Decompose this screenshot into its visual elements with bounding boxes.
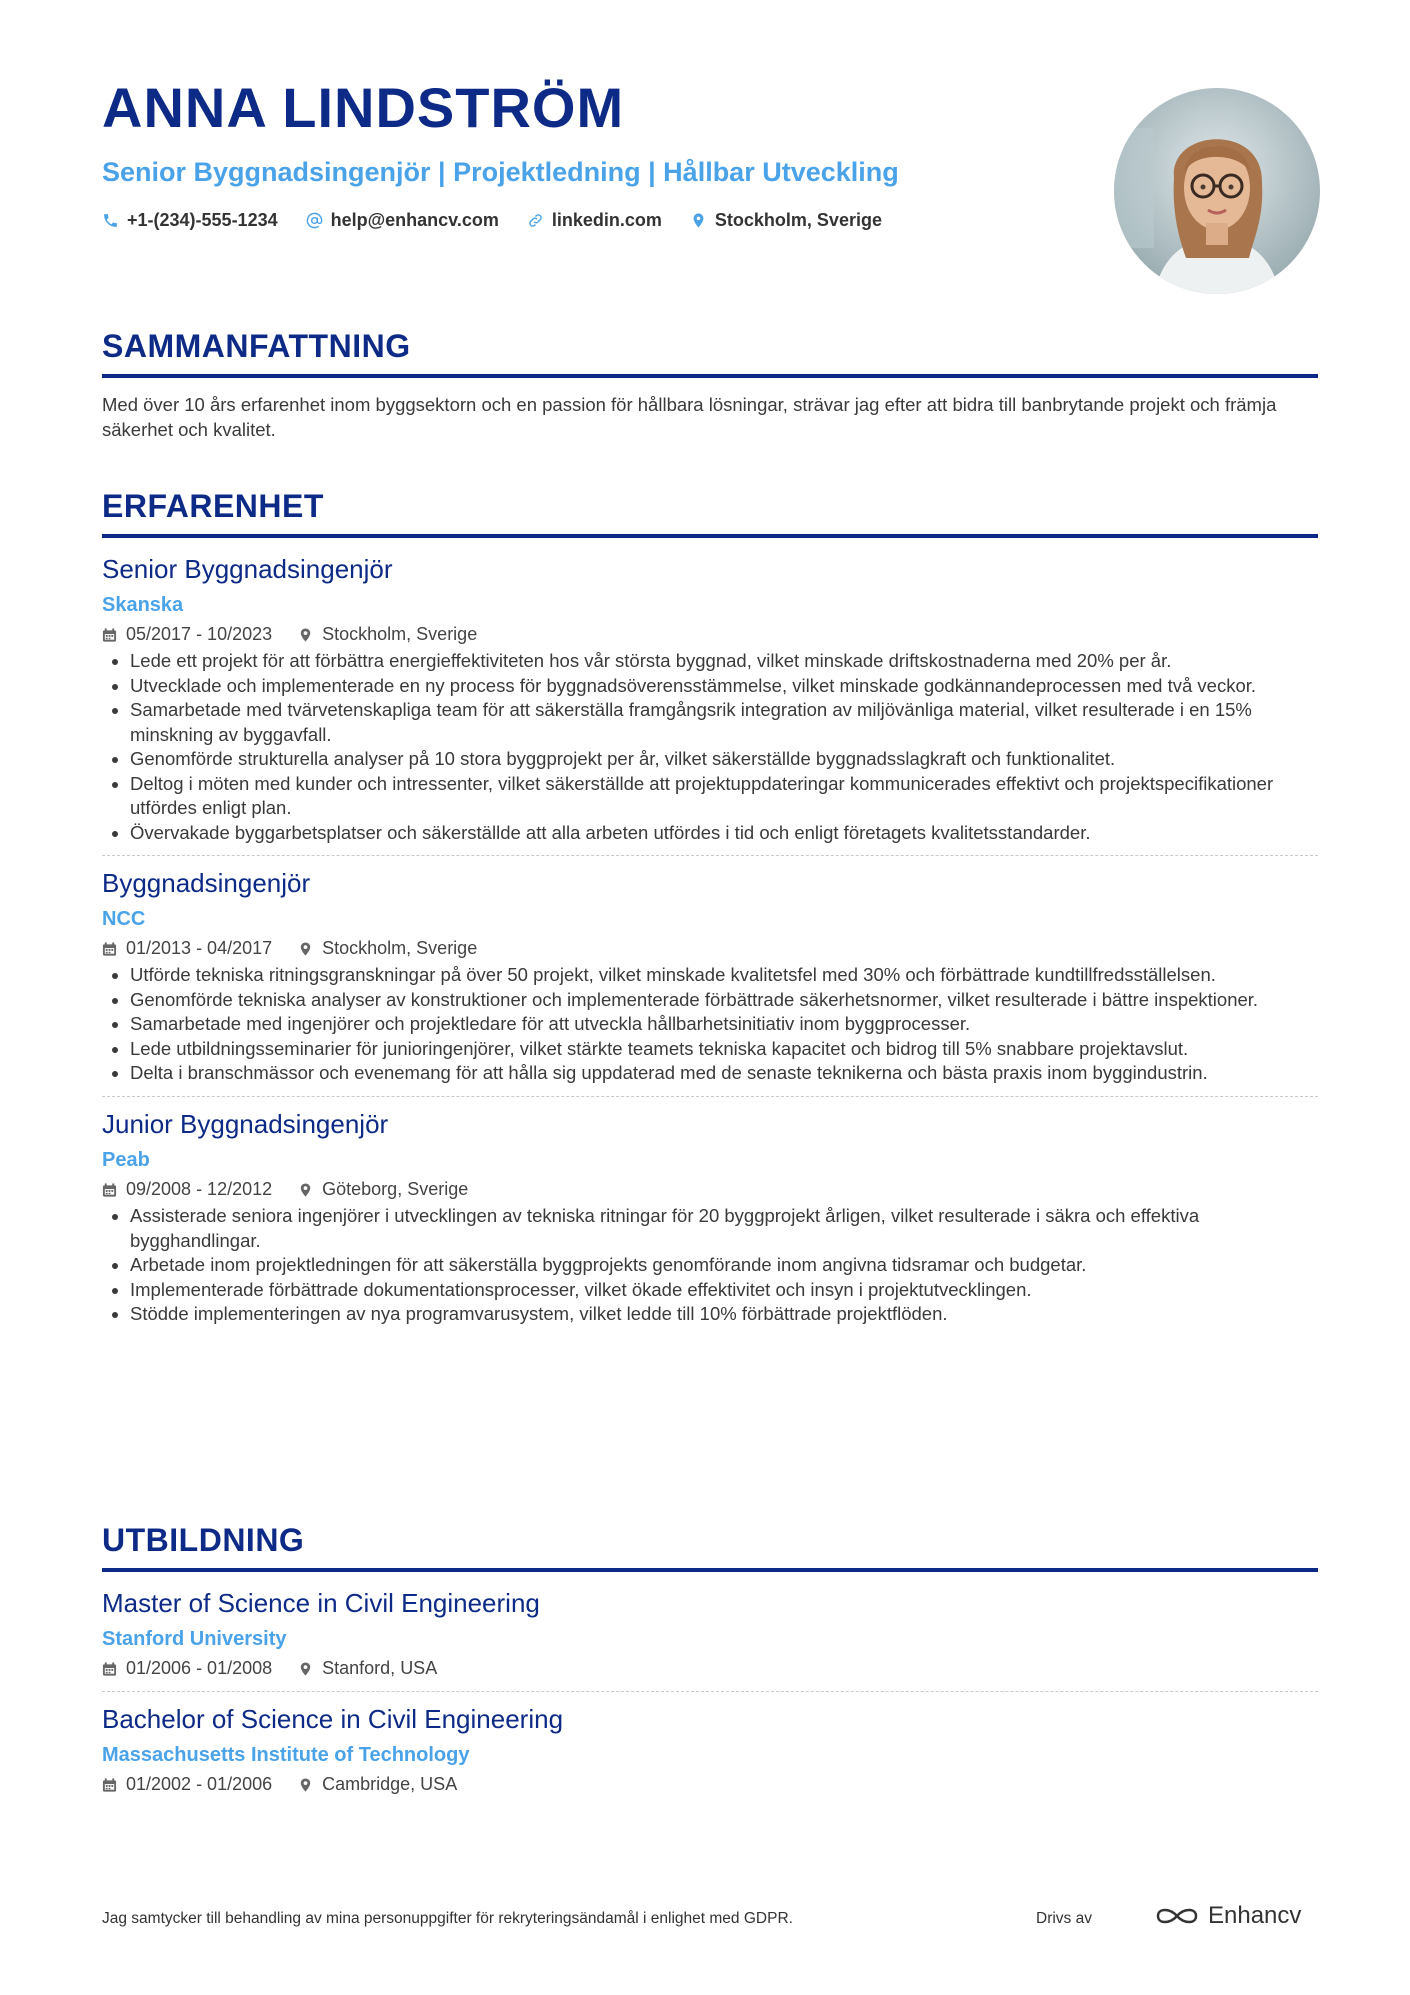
location-text: Cambridge, USA — [322, 1774, 458, 1795]
bullet: • Utvecklade och implementerade en ny process för byggnadsöverensstämmelse, vilket minskade godkännandeprocessen med två veckor. — [130, 674, 1318, 699]
calendar-icon — [102, 1777, 117, 1793]
avatar — [1114, 88, 1320, 294]
bullet: • Stödde implementeringen av nya programvarusystem, vilket ledde till 10% förbättrade projektflöden. — [130, 1302, 1318, 1327]
location-pin-icon — [298, 1661, 313, 1677]
section-rule — [102, 1568, 1318, 1572]
company-name: NCC — [102, 908, 146, 931]
linkedin-text: linkedin.com — [551, 210, 662, 231]
job-location — [298, 1179, 468, 1200]
calendar-icon — [102, 1661, 117, 1677]
location-pin-icon — [690, 212, 707, 229]
dates-text: 09/2008 - 12/2012 — [126, 1179, 273, 1200]
bullet: • Arbetade inom projektledningen för att säkerställa byggprojekts genomförande inom angivna tidsramar och budgetar. — [130, 1253, 1318, 1278]
job-bullets — [102, 649, 1318, 845]
bullet: • Assisterade seniora ingenjörer i utvecklingen av tekniska ritningar för 20 byggprojekt årligen, vilket resulterade i säkra och effektiva bygghandlingar. — [130, 1204, 1318, 1253]
company-name: Peab — [102, 1149, 150, 1172]
location-text: Stockholm, Sverige — [714, 210, 882, 231]
entry-divider — [102, 855, 1318, 856]
bullet: • Genomförde tekniska analyser av konstruktioner och implementerade förbättrade säkerhetsnormer, vilket resulterade i bättre inspektioner. — [130, 988, 1318, 1013]
calendar-icon — [102, 1182, 117, 1198]
location-text: Stockholm, Sverige — [322, 938, 478, 959]
location-pin-icon — [298, 941, 313, 957]
education-location — [298, 1658, 437, 1679]
education-location — [298, 1774, 457, 1795]
dates-text: 01/2006 - 01/2008 — [126, 1658, 273, 1679]
job-title: Junior Byggnadsingenjör — [102, 1108, 389, 1139]
summary-section — [102, 330, 1318, 442]
bullet: • Genomförde strukturella analyser på 10 stora byggprojekt per år, vilket säkerställde byggnadsslagkraft och funktionalitet. — [130, 747, 1318, 772]
bullet: • Samarbetade med tvärvetenskapliga team för att säkerställa framgångsrik integration av miljövänliga material, vilket resulterade i en 15% minskning av byggavfall. — [130, 698, 1318, 747]
bullet: • Utförde tekniska ritningsgranskningar på över 50 projekt, vilket minskade kvalitetsfel med 30% och förbättrade kundtillfredsställelsen. — [130, 963, 1318, 988]
job-bullets — [102, 963, 1318, 1086]
experience-section — [102, 490, 1318, 1327]
at-icon — [306, 212, 323, 229]
job-meta — [102, 624, 1318, 645]
phone-text: +1-(234)-555-1234 — [127, 210, 278, 231]
header — [102, 76, 1102, 231]
job-dates — [102, 938, 272, 959]
enhancv-logo[interactable] — [1154, 1902, 1301, 1930]
brand-name: Enhancv — [1208, 1902, 1302, 1929]
contact-email[interactable] — [306, 210, 499, 231]
company-name: Skanska — [102, 594, 184, 617]
job-entry — [102, 868, 1318, 1097]
school-name: Stanford University — [102, 1628, 287, 1651]
job-meta — [102, 938, 1318, 959]
bullet: • Samarbetade med ingenjörer och projektledare för att utveckla hållbarhetsinitiativ inom byggprocesser. — [130, 1012, 1318, 1037]
education-section — [102, 1524, 1318, 1795]
job-title: Senior Byggnadsingenjör — [102, 554, 393, 584]
education-meta — [102, 1774, 1318, 1795]
bullet: • Övervakade byggarbetsplatser och säkerställde att alla arbeten utfördes i tid och enligt företagets kvalitetsstandarder. — [130, 821, 1318, 846]
calendar-icon — [102, 627, 117, 643]
education-entry — [102, 1704, 1318, 1795]
degree-title: Bachelor of Science in Civil Engineering — [102, 1704, 564, 1735]
summary-text: Med över 10 års erfarenhet inom byggsektorn och en passion för hållbara lösningar, strävar jag efter att bidra till banbrytande projekt och främja säkerhet och kvalitet. — [102, 394, 1277, 440]
job-entry — [102, 554, 1318, 856]
school-name: Massachusetts Institute of Technology — [102, 1744, 470, 1767]
section-rule — [102, 374, 1318, 378]
dates-text: 01/2013 - 04/2017 — [126, 938, 273, 959]
education-dates — [102, 1658, 272, 1679]
enhancv-logo-icon — [1154, 1904, 1200, 1928]
job-location — [298, 624, 477, 645]
education-entry — [102, 1588, 1318, 1692]
section-title-summary: SAMMANFATTNING — [102, 328, 411, 364]
email-text: help@enhancv.com — [330, 210, 499, 231]
calendar-icon — [102, 941, 117, 957]
contact-phone[interactable] — [102, 210, 278, 231]
profile-photo — [1114, 88, 1320, 294]
contact-linkedin[interactable] — [527, 210, 662, 231]
location-text: Göteborg, Sverige — [322, 1179, 469, 1200]
degree-title: Master of Science in Civil Engineering — [102, 1588, 540, 1618]
link-icon — [527, 212, 544, 229]
entry-divider — [102, 1691, 1318, 1692]
location-text: Stockholm, Sverige — [322, 624, 478, 645]
candidate-name: ANNA LINDSTRÖM — [102, 76, 625, 139]
section-title-experience: ERFARENHET — [102, 488, 324, 524]
job-bullets — [102, 1204, 1318, 1327]
job-meta — [102, 1179, 1318, 1200]
location-pin-icon — [298, 627, 313, 643]
location-text: Stanford, USA — [322, 1658, 438, 1679]
bullet: • Deltog i möten med kunder och intressenter, vilket säkerställde att projektuppdateringar kommunicerades effektivt och projektspecifikationer utfördes enligt plan. — [130, 772, 1318, 821]
powered-by-label: Drivs av — [1036, 1910, 1092, 1927]
bullet: • Lede ett projekt för att förbättra energieffektiviteten hos vår största byggnad, vilket minskade driftskostnaderna med 20% per år. — [130, 649, 1318, 674]
dates-text: 01/2002 - 01/2006 — [126, 1774, 273, 1795]
job-entry — [102, 1109, 1318, 1327]
bullet: • Lede utbildningsseminarier för junioringenjörer, vilket stärkte teamets tekniska kapacitet och bidrog till 5% snabbare projektavslut. — [130, 1037, 1318, 1062]
education-meta — [102, 1658, 1318, 1679]
phone-icon — [102, 212, 119, 229]
job-dates — [102, 624, 272, 645]
bullet: • Implementerade förbättrade dokumentationsprocesser, vilket ökade effektivitet och insyn i projektutvecklingen. — [130, 1278, 1318, 1303]
job-dates — [102, 1179, 272, 1200]
dates-text: 05/2017 - 10/2023 — [126, 624, 273, 645]
job-location — [298, 938, 477, 959]
entry-divider — [102, 1096, 1318, 1097]
bullet: • Delta i branschmässor och evenemang för att hålla sig uppdaterad med de senaste teknikerna och bästa praxis inom byggindustrin. — [130, 1061, 1318, 1086]
education-dates — [102, 1774, 272, 1795]
location-pin-icon — [298, 1182, 313, 1198]
section-title-education: UTBILDNING — [102, 1522, 305, 1558]
headline: Senior Byggnadsingenjör | Projektledning | Hållbar Utveckling — [102, 157, 899, 187]
contact-location — [690, 210, 882, 231]
job-title: Byggnadsingenjör — [102, 868, 311, 899]
contact-row — [102, 210, 1102, 231]
location-pin-icon — [298, 1777, 313, 1793]
section-rule — [102, 534, 1318, 538]
gdpr-consent: Jag samtycker till behandling av mina personuppgifter för rekryteringsändamål i enlighet med GDPR. — [102, 1910, 793, 1927]
